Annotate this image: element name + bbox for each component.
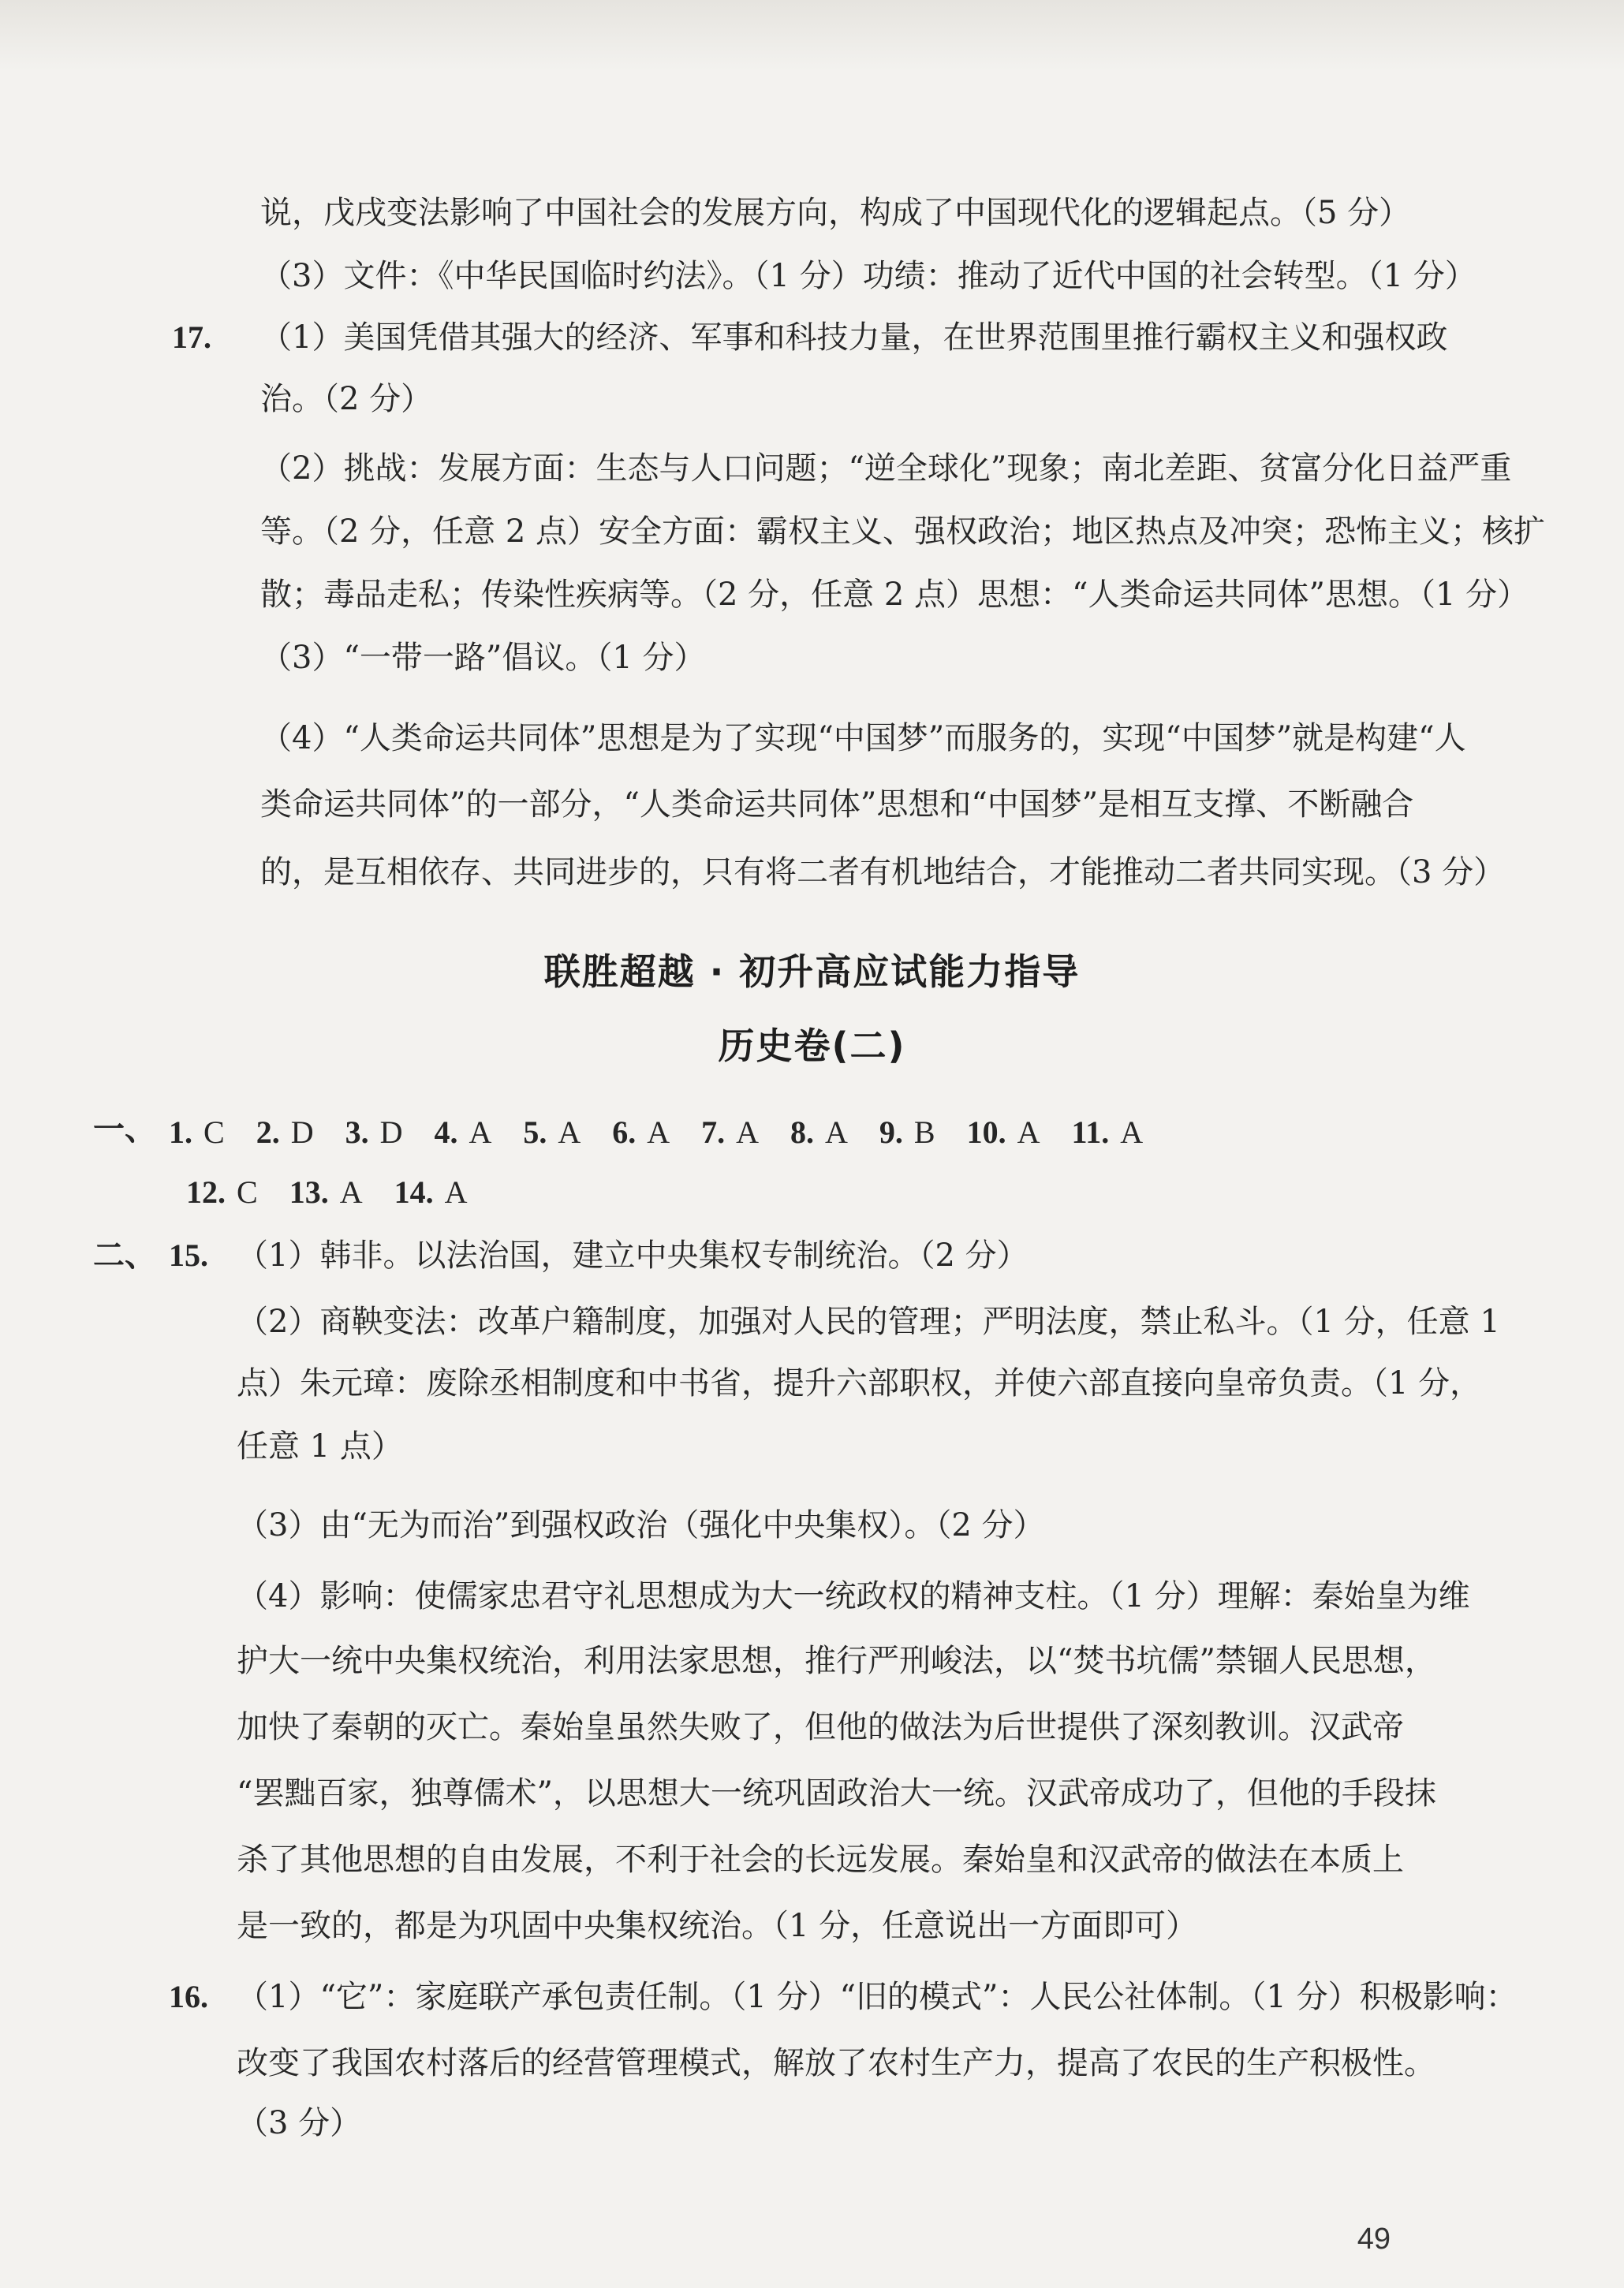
answer-number: 12. <box>186 1174 226 1210</box>
page-number: 49 <box>1357 2223 1391 2256</box>
answer-item <box>701 1110 759 1155</box>
text-line: “罢黜百家，独尊儒术”，以思想大一统巩固政治大一统。汉武帝成功了，但他的手段抹 <box>237 1775 1436 1812</box>
answer-number: 1. <box>169 1114 192 1150</box>
question-number-15: 15. <box>169 1237 208 1273</box>
text-line: 任意 1 点） <box>237 1428 403 1465</box>
answer-letter: A <box>825 1114 848 1150</box>
answer-letter: A <box>1120 1114 1144 1150</box>
text-line: 点）朱元璋：废除丞相制度和中书省，提升六部职权，并使六部直接向皇帝负责。（1 分， <box>237 1365 1482 1402</box>
text-line: 护大一统中央集权统治，利用法家思想，推行严刑峻法，以“焚书坑儒”禁锢人民思想， <box>237 1643 1436 1679</box>
text-line: （2）挑战：发展方面：生态与人口问题；“逆全球化”现象；南北差距、贫富分化日益严重 <box>260 450 1512 487</box>
text-line: （4）影响：使儒家忠君守礼思想成为大一统政权的精神支柱。（1 分）理解：秦始皇为维 <box>237 1578 1470 1614</box>
section-subtitle: 历史卷(二) <box>718 1025 906 1067</box>
answer-number: 2. <box>256 1114 280 1150</box>
answer-item <box>345 1110 403 1155</box>
text-line: 治。（2 分） <box>260 381 433 417</box>
answer-letter: A <box>339 1174 363 1210</box>
answer-row <box>186 1170 498 1215</box>
answer-letter: A <box>469 1114 492 1150</box>
answer-number: 14. <box>394 1174 434 1210</box>
text-line: 改变了我国农村落后的经营管理模式，解放了农村生产力，提高了农民的生产积极性。 <box>237 2045 1435 2081</box>
answer-letter: D <box>290 1114 314 1150</box>
answer-item <box>879 1110 935 1155</box>
answer-item <box>434 1110 491 1155</box>
answer-item <box>394 1170 468 1215</box>
answer-item <box>169 1110 225 1155</box>
answer-item <box>1072 1110 1144 1155</box>
answer-number: 6. <box>612 1114 637 1150</box>
answer-number: 5. <box>523 1114 547 1150</box>
question-number-17: 17. <box>172 319 211 355</box>
answer-letter: A <box>736 1114 760 1150</box>
text-line: 类命运共同体”的一部分，“人类命运共同体”思想和“中国梦”是相互支撑、不断融合 <box>260 786 1414 823</box>
text-line: 杀了其他思想的自由发展，不利于社会的长远发展。秦始皇和汉武帝的做法在本质上 <box>237 1842 1404 1878</box>
answer-item <box>612 1110 670 1155</box>
answer-letter: C <box>237 1174 258 1210</box>
section-title: 联胜超越 · 初升高应试能力指导 <box>543 950 1081 993</box>
answer-row <box>169 1110 1174 1155</box>
question-number-16: 16. <box>169 1979 208 2014</box>
text-line: （4）“人类命运共同体”思想是为了实现“中国梦”而服务的，实现“中国梦”就是构建“人 <box>260 720 1466 756</box>
answer-letter: C <box>203 1114 225 1150</box>
text-line: （3）“一带一路”倡议。（1 分） <box>260 640 706 676</box>
text-line: 是一致的，都是为巩固中央集权统治。（1 分，任意说出一方面即可） <box>237 1908 1198 1944</box>
answer-letter: A <box>558 1114 581 1150</box>
answer-number: 7. <box>701 1114 726 1150</box>
text-line: （3）由“无为而治”到强权政治（强化中央集权）。（2 分） <box>237 1507 1045 1543</box>
answer-number: 9. <box>879 1114 903 1150</box>
answer-number: 3. <box>345 1114 369 1150</box>
answer-letter: A <box>1017 1114 1040 1150</box>
text-line: （1）韩非。以法治国，建立中央集权专制统治。（2 分） <box>237 1237 1029 1274</box>
text-line: （1）美国凭借其强大的经济、军事和科技力量，在世界范围里推行霸权主义和强权政 <box>260 319 1448 356</box>
answer-number: 10. <box>966 1114 1006 1150</box>
answer-letter: D <box>379 1114 403 1150</box>
text-line: 等。（2 分，任意 2 点）安全方面：霸权主义、强权政治；地区热点及冲突；恐怖主义；核扩 <box>260 513 1546 550</box>
text-line: （3）文件：《中华民国临时约法》。（1 分）功绩：推动了近代中国的社会转型。（1 分） <box>260 258 1477 294</box>
section-label-1: 一、 <box>93 1111 156 1147</box>
text-line: （1）“它”：家庭联产承包责任制。（1 分）“旧的模式”：人民公社体制。（1 分）积极影响： <box>237 1979 1518 2015</box>
answer-number: 8. <box>790 1114 815 1150</box>
scan-shadow <box>0 0 1624 71</box>
text-line: 说，戊戌变法影响了中国社会的发展方向，构成了中国现代化的逻辑起点。（5 分） <box>260 195 1411 231</box>
text-line: 散；毒品走私；传染性疾病等。（2 分，任意 2 点）思想：“人类命运共同体”思想。（1 分） <box>260 577 1529 613</box>
answer-letter: B <box>913 1114 935 1150</box>
answer-number: 11. <box>1071 1114 1110 1150</box>
answer-item <box>256 1110 314 1155</box>
answer-item <box>967 1110 1040 1155</box>
answer-letter: A <box>444 1174 468 1210</box>
answer-number: 13. <box>289 1174 329 1210</box>
section-label-2: 二、 <box>93 1237 156 1273</box>
answer-item <box>523 1110 581 1155</box>
answer-letter: A <box>647 1114 670 1150</box>
text-line: 的，是互相依存、共同进步的，只有将二者有机地结合，才能推动二者共同实现。（3 分） <box>260 854 1506 890</box>
text-line: （3 分） <box>237 2105 362 2141</box>
answer-number: 4. <box>434 1114 458 1150</box>
answer-item <box>289 1170 363 1215</box>
answer-item <box>186 1170 258 1215</box>
answer-item <box>790 1110 848 1155</box>
text-line: 加快了秦朝的灭亡。秦始皇虽然失败了，但他的做法为后世提供了深刻教训。汉武帝 <box>237 1709 1404 1745</box>
text-line: （2）商鞅变法：改革户籍制度，加强对人民的管理；严明法度，禁止私斗。（1 分，任意 1 <box>237 1304 1500 1340</box>
